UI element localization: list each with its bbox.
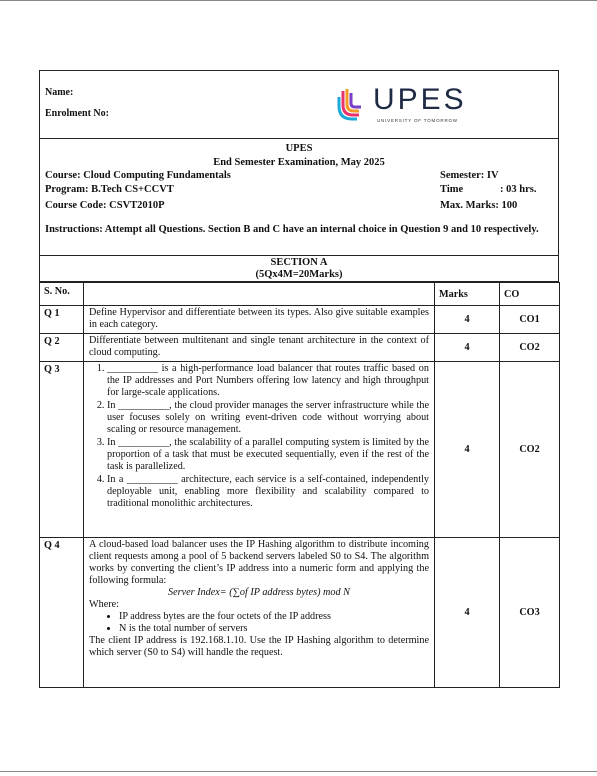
course-name: Course: Cloud Computing Fundamentals: [45, 170, 231, 181]
where-label: Where:: [89, 599, 119, 610]
co-header: CO: [500, 283, 560, 306]
logo-tagline: UNIVERSITY OF TOMORROW: [377, 118, 458, 123]
table-row: [40, 362, 560, 538]
question-text: [84, 538, 435, 688]
table-row: [40, 306, 560, 334]
question-header: [84, 283, 435, 306]
question-marks: 4: [435, 334, 500, 362]
sno-header: S. No.: [40, 283, 84, 306]
program-name: Program: B.Tech CS+CCVT: [45, 184, 174, 195]
list-item: 1. __________ is a high-performance load balancer that routes traffic based on the IP addresses and Port Numbers offering low latency and high throughput for large-scale applications.: [107, 363, 429, 399]
list-item: • IP address bytes are the four octets of the IP address: [119, 611, 429, 623]
time-value: : 03 hrs.: [500, 184, 537, 195]
question-marks: 4: [435, 306, 500, 334]
question-number: Q 4: [40, 538, 84, 688]
question-number: Q 2: [40, 334, 84, 362]
semester: Semester: IV: [440, 170, 499, 181]
section-marks: (5Qx4M=20Marks): [255, 269, 343, 280]
table-row: [40, 334, 560, 362]
questions-table: [39, 282, 560, 688]
question-text: [84, 362, 435, 538]
page-top-rule: [0, 0, 597, 1]
question-text: Define Hypervisor and differentiate between its types. Also give suitable examples in each category.: [84, 306, 435, 334]
course-code: Course Code: CSVT2010P: [45, 200, 165, 211]
max-marks: Max. Marks: 100: [440, 200, 518, 211]
question-co: CO2: [500, 362, 560, 538]
table-header-row: [40, 283, 560, 306]
exam-title: End Semester Examination, May 2025: [213, 157, 385, 168]
list-item: 2. In __________, the cloud provider manages the server infrastructure while the user focuses solely on writing event-driven code without worrying about scaling or resource management.: [107, 400, 429, 436]
enrolment-label: Enrolment No:: [45, 108, 109, 119]
exam-info-box: [39, 139, 559, 256]
student-header-box: [39, 70, 559, 139]
question-intro: A cloud-based load balancer uses the IP Hashing algorithm to distribute incoming client requests among a pool of 5 backend servers labeled S0 to S4. The algorithm works by converting the client’s IP address into a numeric form and applying the following formula:: [89, 539, 429, 586]
name-label: Name:: [45, 87, 74, 98]
question-co: CO2: [500, 334, 560, 362]
time-label: Time: [440, 184, 464, 195]
formula: Server Index= (∑of IP address bytes) mod N: [168, 587, 350, 598]
table-row: [40, 538, 560, 688]
section-title: SECTION A: [270, 257, 328, 268]
marks-header: Marks: [435, 283, 500, 306]
upes-logo-mark-icon: [337, 85, 373, 121]
list-item: • N is the total number of servers: [119, 623, 429, 635]
question-co: CO1: [500, 306, 560, 334]
question-number: Q 1: [40, 306, 84, 334]
question-number: Q 3: [40, 362, 84, 538]
question-text: Differentiate between multitenant and single tenant architecture in the context of cloud computing.: [84, 334, 435, 362]
question-co: CO3: [500, 538, 560, 688]
instructions: Instructions: Attempt all Questions. Section B and C have an internal choice in Question 9 and 10 respectively.: [45, 224, 539, 235]
institute-name: UPES: [285, 143, 313, 154]
section-a-heading-box: [39, 255, 559, 282]
question-closing: The client IP address is 192.168.1.10. Use the IP Hashing algorithm to determine which server (S0 to S4) will handle the request.: [89, 635, 429, 658]
upes-logo: [337, 83, 467, 127]
list-item: 4. In a __________ architecture, each service is a self-contained, independently deployable unit, enabling more flexibility and scalability compared to traditional monolithic architectures.: [107, 474, 429, 510]
fill-blank-list: [89, 363, 429, 510]
page-bottom-rule: [0, 771, 597, 772]
logo-wordmark: UPES: [373, 83, 467, 116]
question-marks: 4: [435, 362, 500, 538]
formula-terms-list: [89, 611, 429, 635]
question-marks: 4: [435, 538, 500, 688]
list-item: 3. In __________, the scalability of a parallel computing system is limited by the proportion of a task that must be executed sequentially, even if the rest of the task is parallelized.: [107, 437, 429, 473]
